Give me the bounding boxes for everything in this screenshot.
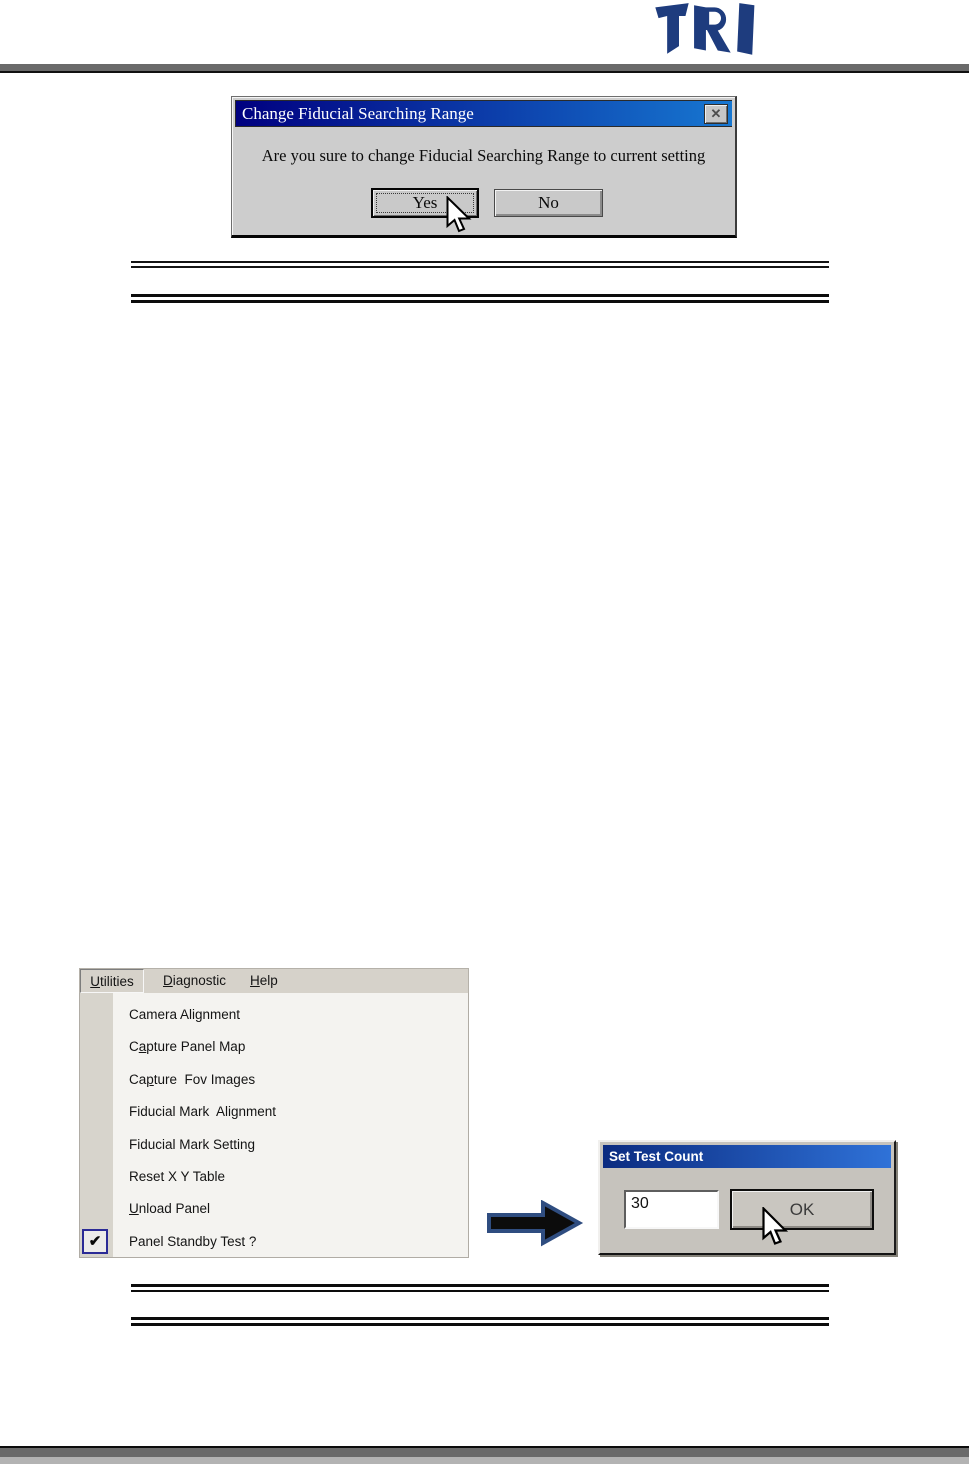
menu-help[interactable] (240, 969, 288, 993)
label-part: Fiducial Mark Alignment (129, 1104, 277, 1120)
label-part: p (146, 1071, 154, 1087)
set-test-count-dialog (598, 1140, 896, 1255)
divider-double-thin (131, 261, 829, 268)
divider-double-thick (131, 294, 829, 303)
tri-logo-icon (652, 2, 762, 58)
menu-diagnostic[interactable] (153, 969, 236, 993)
dialog-title-bar[interactable]: Change Fiducial Searching Range (235, 100, 732, 127)
menu-bar (79, 968, 469, 993)
no-button[interactable] (494, 189, 603, 217)
menu-item-capture-fov-images[interactable] (113, 1064, 468, 1096)
test-count-input[interactable] (624, 1190, 719, 1229)
ok-button[interactable]: OK (730, 1189, 874, 1230)
utilities-dropdown (79, 993, 469, 1258)
menu-utilities[interactable] (80, 969, 144, 993)
label-part: iagnostic (172, 973, 227, 988)
menu-item-fiducial-mark-setting[interactable] (113, 1129, 468, 1161)
label-part: a (138, 1039, 147, 1055)
menu-item-reset-xy-table[interactable] (113, 1161, 468, 1193)
label-part: U (129, 1201, 139, 1217)
utilities-menu-panel (79, 968, 469, 1258)
label-part: U (90, 974, 100, 989)
label-part: Reset X Y Table (129, 1168, 226, 1184)
no-button-label: No (538, 193, 559, 212)
label-part: pture Panel Map (146, 1039, 246, 1055)
label-part: D (163, 973, 173, 988)
change-fiducial-dialog (231, 96, 737, 238)
label-part: ture Fov Images (153, 1071, 256, 1087)
label-part: Panel Standby Test ? (129, 1233, 257, 1249)
arrow-right-icon (486, 1200, 584, 1248)
menu-item-panel-standby-test[interactable] (113, 1226, 468, 1258)
label-part: Fiducial Mark Setting (129, 1136, 256, 1152)
label-part: H (250, 973, 260, 988)
focus-rectangle (376, 193, 474, 213)
label-part: nload Panel (138, 1201, 211, 1217)
menu-gutter (80, 993, 113, 1257)
menu-item-capture-panel-map[interactable] (113, 1031, 468, 1063)
footer-rule-light (0, 1457, 969, 1464)
close-icon[interactable]: ✕ (704, 104, 728, 124)
checkbox-checked-icon[interactable]: ✔ (82, 1229, 108, 1254)
divider-double-thick (131, 1284, 829, 1292)
yes-button[interactable] (371, 188, 479, 218)
dialog-message: Are you sure to change Fiducial Searching Range to current setting (261, 146, 706, 165)
header-rule (0, 64, 969, 73)
label-part: Ca (129, 1071, 147, 1087)
label-part: Camera Alignment (129, 1007, 241, 1022)
menu-item-camera-alignment[interactable] (113, 999, 468, 1031)
label-part: tilities (99, 974, 134, 989)
menu-item-unload-panel[interactable] (113, 1193, 468, 1225)
divider-double-thick (131, 1317, 829, 1326)
dialog-title-bar[interactable]: Set Test Count (603, 1145, 891, 1168)
menu-item-fiducial-mark-alignment[interactable] (113, 1096, 468, 1128)
label-part: C (129, 1039, 139, 1055)
label-part: elp (259, 973, 278, 988)
footer-rule (0, 1446, 969, 1464)
yes-button-label: Yes (412, 193, 438, 212)
